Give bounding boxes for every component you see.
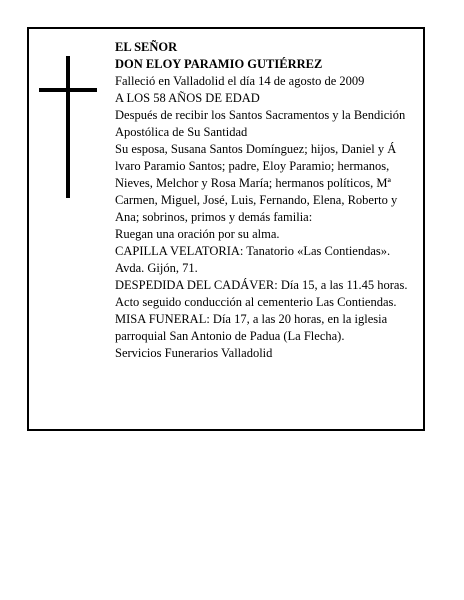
deceased-name: DON ELOY PARAMIO GUTIÉRREZ xyxy=(115,57,323,71)
cross-icon xyxy=(39,56,97,198)
title-line: EL SEÑOR xyxy=(115,40,178,54)
funeral-services: Servicios Funerarios Valladolid xyxy=(115,346,273,360)
obituary-text xyxy=(115,39,420,362)
farewell-info: DESPEDIDA DEL CADÁVER: Día 15, a las 11.45 horas. Acto seguido conducción al cementerio Las Contiendas. xyxy=(115,278,408,309)
cross-horizontal-bar xyxy=(39,88,97,92)
chapel-info: CAPILLA VELATORIA: Tanatorio «Las Contiendas». Avda. Gijón, 71. xyxy=(115,244,391,275)
sacraments-statement: Después de recibir los Santos Sacramentos y la Bendición Apostólica de Su Santidad xyxy=(115,108,406,139)
mass-info: MISA FUNERAL: Día 17, a las 20 horas, en la iglesia parroquial San Antonio de Padua (La Flecha). xyxy=(115,312,388,343)
prayer-request: Ruegan una oración por su alma. xyxy=(115,227,280,241)
death-statement: Falleció en Valladolid el día 14 de agosto de 2009 xyxy=(115,74,365,88)
family-list: Su esposa, Susana Santos Domínguez; hijos, Daniel y Á lvaro Paramio Santos; padre, Eloy Paramio; hermanos, Nieves, Melchor y Rosa María; hermanos políticos, Mª Carmen, Miguel, José, Luis, Fernando, Elena, Roberto y Ana; sobrinos, primos y demás familia: xyxy=(115,142,398,224)
obituary-card xyxy=(27,27,425,431)
cross-vertical-bar xyxy=(66,56,70,198)
age-statement: A LOS 58 AÑOS DE EDAD xyxy=(115,91,260,105)
